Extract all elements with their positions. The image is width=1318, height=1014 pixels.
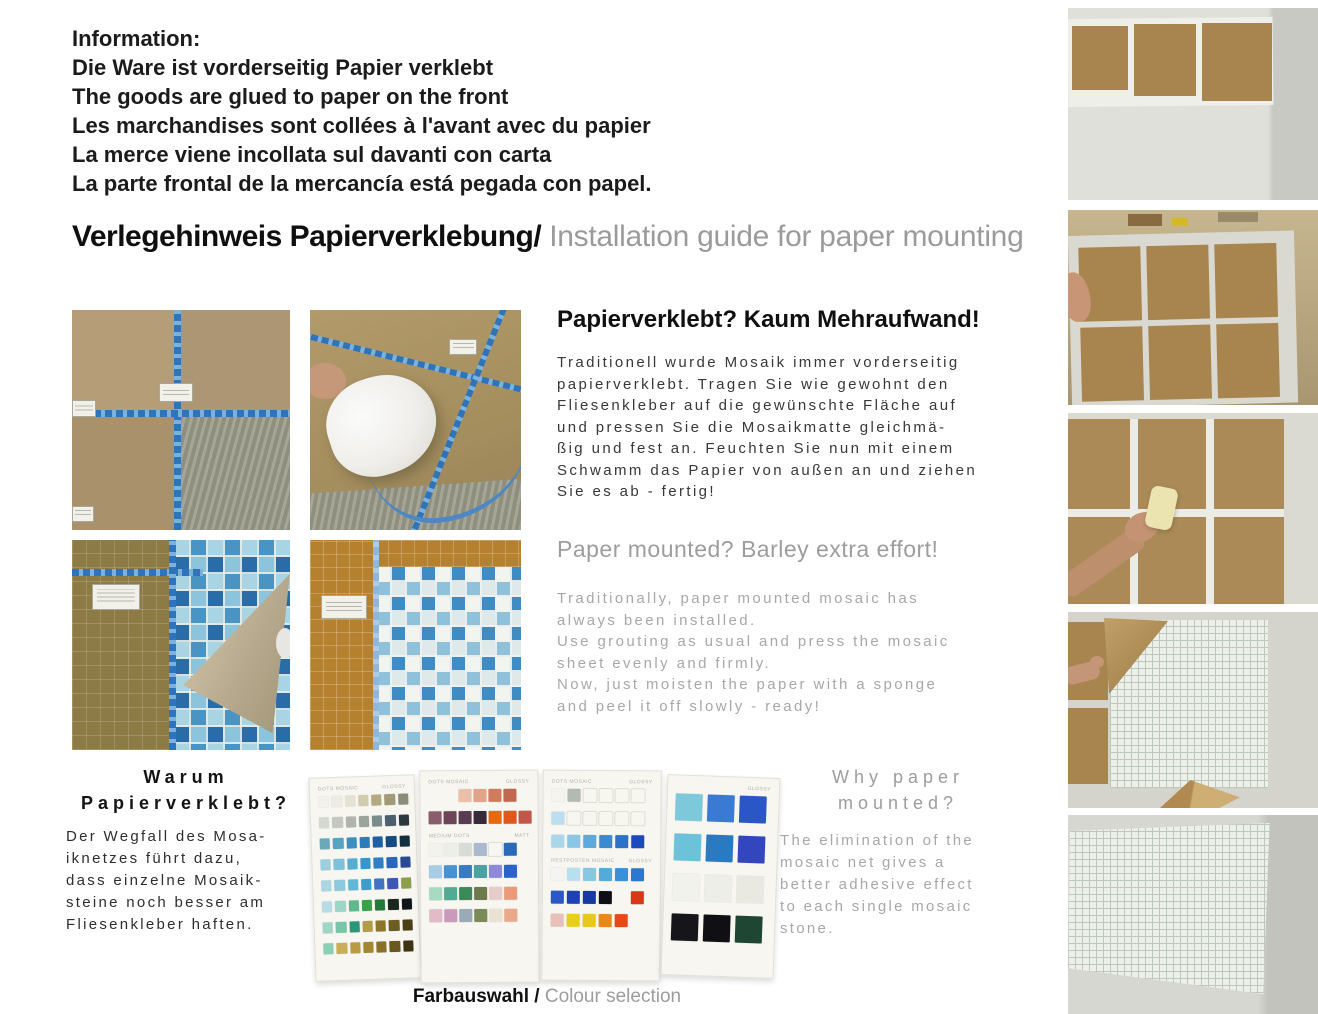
text-line: The goods are glued to paper on the front xyxy=(72,84,509,109)
swatch-row xyxy=(319,814,409,828)
product-label xyxy=(92,584,140,610)
color-swatch xyxy=(361,879,372,890)
text-line: Sie es ab - fertig! xyxy=(557,483,716,500)
warum-body xyxy=(66,826,267,936)
text-line: Les marchandises sont collées à l'avant avec du papier xyxy=(72,113,651,138)
text-line: and peel it off slowly - ready! xyxy=(557,697,822,715)
blue-tape xyxy=(72,569,203,576)
color-swatch xyxy=(444,865,457,878)
color-swatch xyxy=(403,940,414,951)
photo-step-wall-start xyxy=(1068,8,1318,200)
color-swatch xyxy=(320,859,331,870)
fan-panel-header: MEDIUM DOTS MATT xyxy=(428,832,530,840)
paper-sheet-grid xyxy=(1078,243,1280,402)
english-section-title: Paper mounted? Barley extra effort! xyxy=(557,536,939,562)
swatch-row xyxy=(429,887,532,901)
color-swatch xyxy=(458,789,471,802)
text-line: und pressen Sie die Mosaikmatte gleichmä- xyxy=(557,418,947,436)
color-swatch xyxy=(739,796,767,824)
swatch-row xyxy=(551,835,654,849)
color-swatch xyxy=(348,879,359,890)
fan-panel-1 xyxy=(308,774,421,982)
text-line: iknetzes führt dazu, xyxy=(66,850,243,867)
color-swatch xyxy=(359,816,370,827)
product-label xyxy=(159,383,193,402)
color-swatch xyxy=(332,817,343,828)
text-line: Now, just moisten the paper with a sponge xyxy=(557,676,938,693)
english-section-body xyxy=(557,588,950,717)
swatch-row xyxy=(551,891,654,905)
text-line: La merce viene incollata sul davanti con carta xyxy=(72,142,552,167)
color-swatch xyxy=(348,900,359,911)
color-swatch xyxy=(583,914,596,927)
color-swatch xyxy=(632,789,645,802)
swatch-row xyxy=(320,856,410,870)
color-swatch xyxy=(399,814,410,825)
color-swatch xyxy=(631,835,644,848)
color-swatch xyxy=(615,914,628,927)
swatch-row xyxy=(429,843,532,857)
swatch-row xyxy=(323,940,413,954)
german-section-body xyxy=(557,352,977,503)
photo-step-moistening-sponge xyxy=(1068,413,1318,604)
warehouse-background xyxy=(1172,218,1188,226)
text-line: Traditionell wurde Mosaik immer vorderseitig xyxy=(557,354,960,371)
text-line: stone. xyxy=(780,920,835,937)
paper-sheet xyxy=(1134,24,1196,96)
paper-covered-mosaic xyxy=(375,540,521,567)
color-swatch xyxy=(707,795,735,823)
color-swatch xyxy=(322,901,333,912)
paper-sheet xyxy=(1068,708,1108,784)
text-line: Fliesenkleber haften. xyxy=(66,916,254,933)
color-swatch xyxy=(321,880,332,891)
color-swatch xyxy=(706,834,734,862)
color-swatch xyxy=(390,941,401,952)
fan-caption-english: Colour selection xyxy=(539,986,682,1007)
color-swatch xyxy=(362,921,373,932)
color-swatch xyxy=(615,835,628,848)
color-swatch xyxy=(737,836,765,864)
product-label xyxy=(321,595,367,619)
color-swatch xyxy=(363,942,374,953)
swatch-row xyxy=(429,811,532,825)
color-swatch xyxy=(386,836,397,847)
color-swatch xyxy=(704,874,732,902)
color-swatch xyxy=(401,898,412,909)
color-swatch xyxy=(323,922,334,933)
color-swatch xyxy=(402,919,413,930)
color-swatch xyxy=(336,922,347,933)
color-swatch xyxy=(489,909,502,922)
color-swatch xyxy=(459,843,472,856)
color-swatch xyxy=(387,857,398,868)
paper-covered-mosaic xyxy=(310,540,375,750)
color-swatch xyxy=(373,857,384,868)
color-swatch xyxy=(489,811,502,824)
color-swatch xyxy=(616,789,629,802)
color-swatch xyxy=(567,914,580,927)
color-swatch xyxy=(401,877,412,888)
text-line: Schwamm das Papier von außen an und ziehen xyxy=(557,461,978,479)
color-swatch xyxy=(474,887,487,900)
text-line: Traditionally, paper mounted mosaic has xyxy=(557,590,920,607)
info-lines xyxy=(72,53,652,198)
color-swatch xyxy=(444,843,457,856)
warehouse-background xyxy=(1128,214,1162,226)
color-swatch xyxy=(631,868,644,881)
blue-tape xyxy=(174,310,181,530)
colour-fan-photo xyxy=(310,768,782,988)
color-swatch xyxy=(504,811,517,824)
text-line: better adhesive effect xyxy=(780,876,974,893)
color-swatch xyxy=(551,868,564,881)
color-swatch xyxy=(359,837,370,848)
color-swatch xyxy=(474,909,487,922)
color-swatch xyxy=(504,909,517,922)
color-swatch xyxy=(567,891,580,904)
color-swatch xyxy=(331,796,342,807)
color-swatch xyxy=(400,856,411,867)
fan-panel-2 xyxy=(419,770,539,984)
color-swatch xyxy=(503,789,516,802)
text-line: to each single mosaic xyxy=(780,898,973,915)
photo-step-pressing-sheets xyxy=(1068,210,1318,405)
color-swatch xyxy=(429,811,442,824)
fan-panel-3 xyxy=(541,770,661,982)
info-block xyxy=(72,24,652,198)
thumb xyxy=(1090,656,1104,668)
color-swatch xyxy=(599,868,612,881)
text-line: mosaic net gives a xyxy=(780,854,946,871)
color-swatch xyxy=(504,865,517,878)
color-swatch xyxy=(349,921,360,932)
text-line: dass einzelne Mosaik- xyxy=(66,872,263,889)
warum-title xyxy=(60,764,312,816)
color-swatch xyxy=(615,812,628,825)
blue-tape xyxy=(169,540,176,750)
color-swatch xyxy=(376,941,387,952)
swatch-row xyxy=(318,793,408,807)
fan-panel-4 xyxy=(661,774,781,979)
white-mosaic-grid xyxy=(1068,815,1278,1014)
color-swatch xyxy=(551,812,564,825)
color-swatch xyxy=(552,789,565,802)
photo-paper-sheets-and-adhesive xyxy=(72,310,290,530)
color-swatch xyxy=(584,789,597,802)
text-line: Fliesenkleber auf die gewünschte Fläche auf xyxy=(557,397,958,414)
swatch-row xyxy=(321,877,411,891)
why-title xyxy=(772,764,1024,816)
color-swatch xyxy=(358,795,369,806)
color-swatch xyxy=(551,835,564,848)
color-swatch xyxy=(474,811,487,824)
blue-tape xyxy=(373,540,379,750)
color-swatch xyxy=(429,865,442,878)
photo-step-peeling-paper xyxy=(1068,612,1318,808)
swatch-row xyxy=(551,868,654,882)
blue-white-mosaic xyxy=(375,567,521,750)
text-line: steine noch besser am xyxy=(66,894,266,911)
blue-tape xyxy=(72,410,290,417)
color-swatch xyxy=(489,843,502,856)
text-line: ßig und fest an. Feuchten Sie nun mit einem xyxy=(557,440,955,457)
color-swatch xyxy=(375,899,386,910)
text-line: papierverklebt. Tragen Sie wie gewohnt den xyxy=(557,375,950,393)
fan-caption-german: Farbauswahl / xyxy=(412,986,540,1007)
color-swatch xyxy=(474,843,487,856)
page-title-english: Installation guide for paper mounting xyxy=(541,220,1024,253)
color-swatch xyxy=(346,837,357,848)
text-line: Why paper xyxy=(831,767,965,787)
color-swatch xyxy=(519,811,532,824)
swatch-row xyxy=(428,789,531,803)
color-swatch xyxy=(347,858,358,869)
color-swatch xyxy=(371,794,382,805)
text-line: sheet evenly and firmly. xyxy=(557,654,772,672)
photo-mosaic-closeup xyxy=(310,540,521,750)
color-swatch xyxy=(444,909,457,922)
text-line: Warum xyxy=(143,767,229,787)
color-swatch xyxy=(389,920,400,931)
fan-caption xyxy=(312,986,782,1008)
color-swatch xyxy=(600,789,613,802)
color-swatch xyxy=(444,887,457,900)
color-swatch xyxy=(489,887,502,900)
swatch-row xyxy=(552,789,655,803)
fan-panel-header: DOTS MOSAIC GLOSSY xyxy=(551,778,653,786)
fan-panel-header: DOTS MOSAIC GLOSSY xyxy=(317,783,406,793)
color-swatch xyxy=(504,887,517,900)
color-swatch xyxy=(674,833,702,861)
color-swatch xyxy=(459,865,472,878)
color-swatch xyxy=(345,816,356,827)
color-swatch xyxy=(735,916,763,944)
color-swatch xyxy=(334,859,345,870)
color-swatch xyxy=(362,900,373,911)
text-line: La parte frontal de la mercancía está pegada con papel. xyxy=(72,171,652,196)
color-swatch xyxy=(599,891,612,904)
photo-glove-holding-sheet xyxy=(310,310,521,530)
color-swatch xyxy=(337,943,348,954)
photo-step-finished-mosaic xyxy=(1068,815,1318,1014)
product-label xyxy=(72,506,94,522)
color-swatch xyxy=(551,914,564,927)
color-swatch xyxy=(429,843,442,856)
swatch-row xyxy=(429,909,532,923)
color-swatch xyxy=(488,789,501,802)
page-title-german: Verlegehinweis Papierverklebung/ xyxy=(72,220,542,253)
swatch-row xyxy=(671,913,769,943)
color-swatch xyxy=(429,887,442,900)
color-swatch xyxy=(473,789,486,802)
swatch-row xyxy=(320,835,410,849)
color-swatch xyxy=(345,795,356,806)
color-swatch xyxy=(459,811,472,824)
color-swatch xyxy=(671,913,699,941)
swatch-row xyxy=(429,865,532,879)
swatch-row xyxy=(551,914,654,928)
info-title: Information: xyxy=(72,26,201,51)
swatch-row xyxy=(322,898,412,912)
text-line: Use grouting as usual and press the mosaic xyxy=(557,633,950,650)
color-swatch xyxy=(489,865,502,878)
color-swatch xyxy=(599,835,612,848)
color-swatch xyxy=(335,901,346,912)
swatch-row xyxy=(672,873,770,903)
fan-panel-header: GLOSSY xyxy=(747,785,772,793)
text-line: always been installed. xyxy=(557,611,757,629)
color-swatch xyxy=(429,909,442,922)
color-swatch xyxy=(599,914,612,927)
color-swatch xyxy=(399,835,410,846)
color-swatch xyxy=(459,909,472,922)
paper-sheet xyxy=(1202,23,1272,101)
fan-panel-header: DOTS MOSAIC GLOSSY xyxy=(428,778,530,786)
german-section-title: Papierverklebt? Kaum Mehraufwand! xyxy=(557,306,980,333)
tile-adhesive xyxy=(177,413,290,530)
color-swatch xyxy=(583,835,596,848)
color-swatch xyxy=(675,793,703,821)
paper-sheet xyxy=(1072,26,1128,90)
color-swatch xyxy=(398,793,409,804)
color-swatch xyxy=(583,812,596,825)
color-swatch xyxy=(387,878,398,889)
color-swatch xyxy=(567,868,580,881)
color-swatch xyxy=(334,880,345,891)
text-line: Papierverklebt? xyxy=(80,793,292,813)
color-swatch xyxy=(376,920,387,931)
swatch-row xyxy=(674,833,772,863)
color-swatch xyxy=(504,843,517,856)
photo-peeling-paper-mosaic xyxy=(72,540,290,750)
color-swatch xyxy=(384,794,395,805)
color-swatch xyxy=(373,836,384,847)
color-swatch xyxy=(444,811,457,824)
color-swatch xyxy=(388,899,399,910)
swatch-row xyxy=(551,812,654,826)
color-swatch xyxy=(360,858,371,869)
color-swatch xyxy=(372,815,383,826)
color-swatch xyxy=(474,865,487,878)
text-line: Die Ware ist vorderseitig Papier verklebt xyxy=(72,55,494,80)
swatch-row xyxy=(675,793,773,823)
warehouse-background xyxy=(1218,212,1258,222)
color-swatch xyxy=(615,868,628,881)
color-swatch xyxy=(374,878,385,889)
why-body xyxy=(780,830,974,940)
color-swatch xyxy=(320,838,331,849)
color-swatch xyxy=(323,943,334,954)
color-swatch xyxy=(599,812,612,825)
color-swatch xyxy=(319,817,330,828)
text-line: The elimination of the xyxy=(780,832,975,849)
color-swatch xyxy=(551,891,564,904)
color-swatch xyxy=(583,868,596,881)
color-swatch xyxy=(350,942,361,953)
fan-panel-header: RESTPOSTEN MOSAIC GLOSSY xyxy=(551,857,653,865)
paper-sheet xyxy=(177,310,290,413)
color-swatch xyxy=(672,873,700,901)
page-title xyxy=(72,220,1023,254)
color-swatch xyxy=(631,812,644,825)
fingers xyxy=(276,628,290,658)
product-label xyxy=(72,400,96,417)
swatch-row xyxy=(323,919,413,933)
color-swatch xyxy=(583,891,596,904)
color-swatch xyxy=(703,914,731,942)
color-swatch xyxy=(736,876,764,904)
color-swatch xyxy=(385,815,396,826)
color-swatch xyxy=(333,838,344,849)
color-swatch xyxy=(459,887,472,900)
text-line: mounted? xyxy=(837,793,959,813)
product-label xyxy=(449,339,477,355)
color-swatch xyxy=(567,835,580,848)
color-swatch xyxy=(567,812,580,825)
wall-panel xyxy=(1068,230,1298,405)
text-line: Der Wegfall des Mosa- xyxy=(66,828,267,845)
color-swatch xyxy=(568,789,581,802)
color-swatch xyxy=(318,796,329,807)
color-swatch xyxy=(631,891,644,904)
